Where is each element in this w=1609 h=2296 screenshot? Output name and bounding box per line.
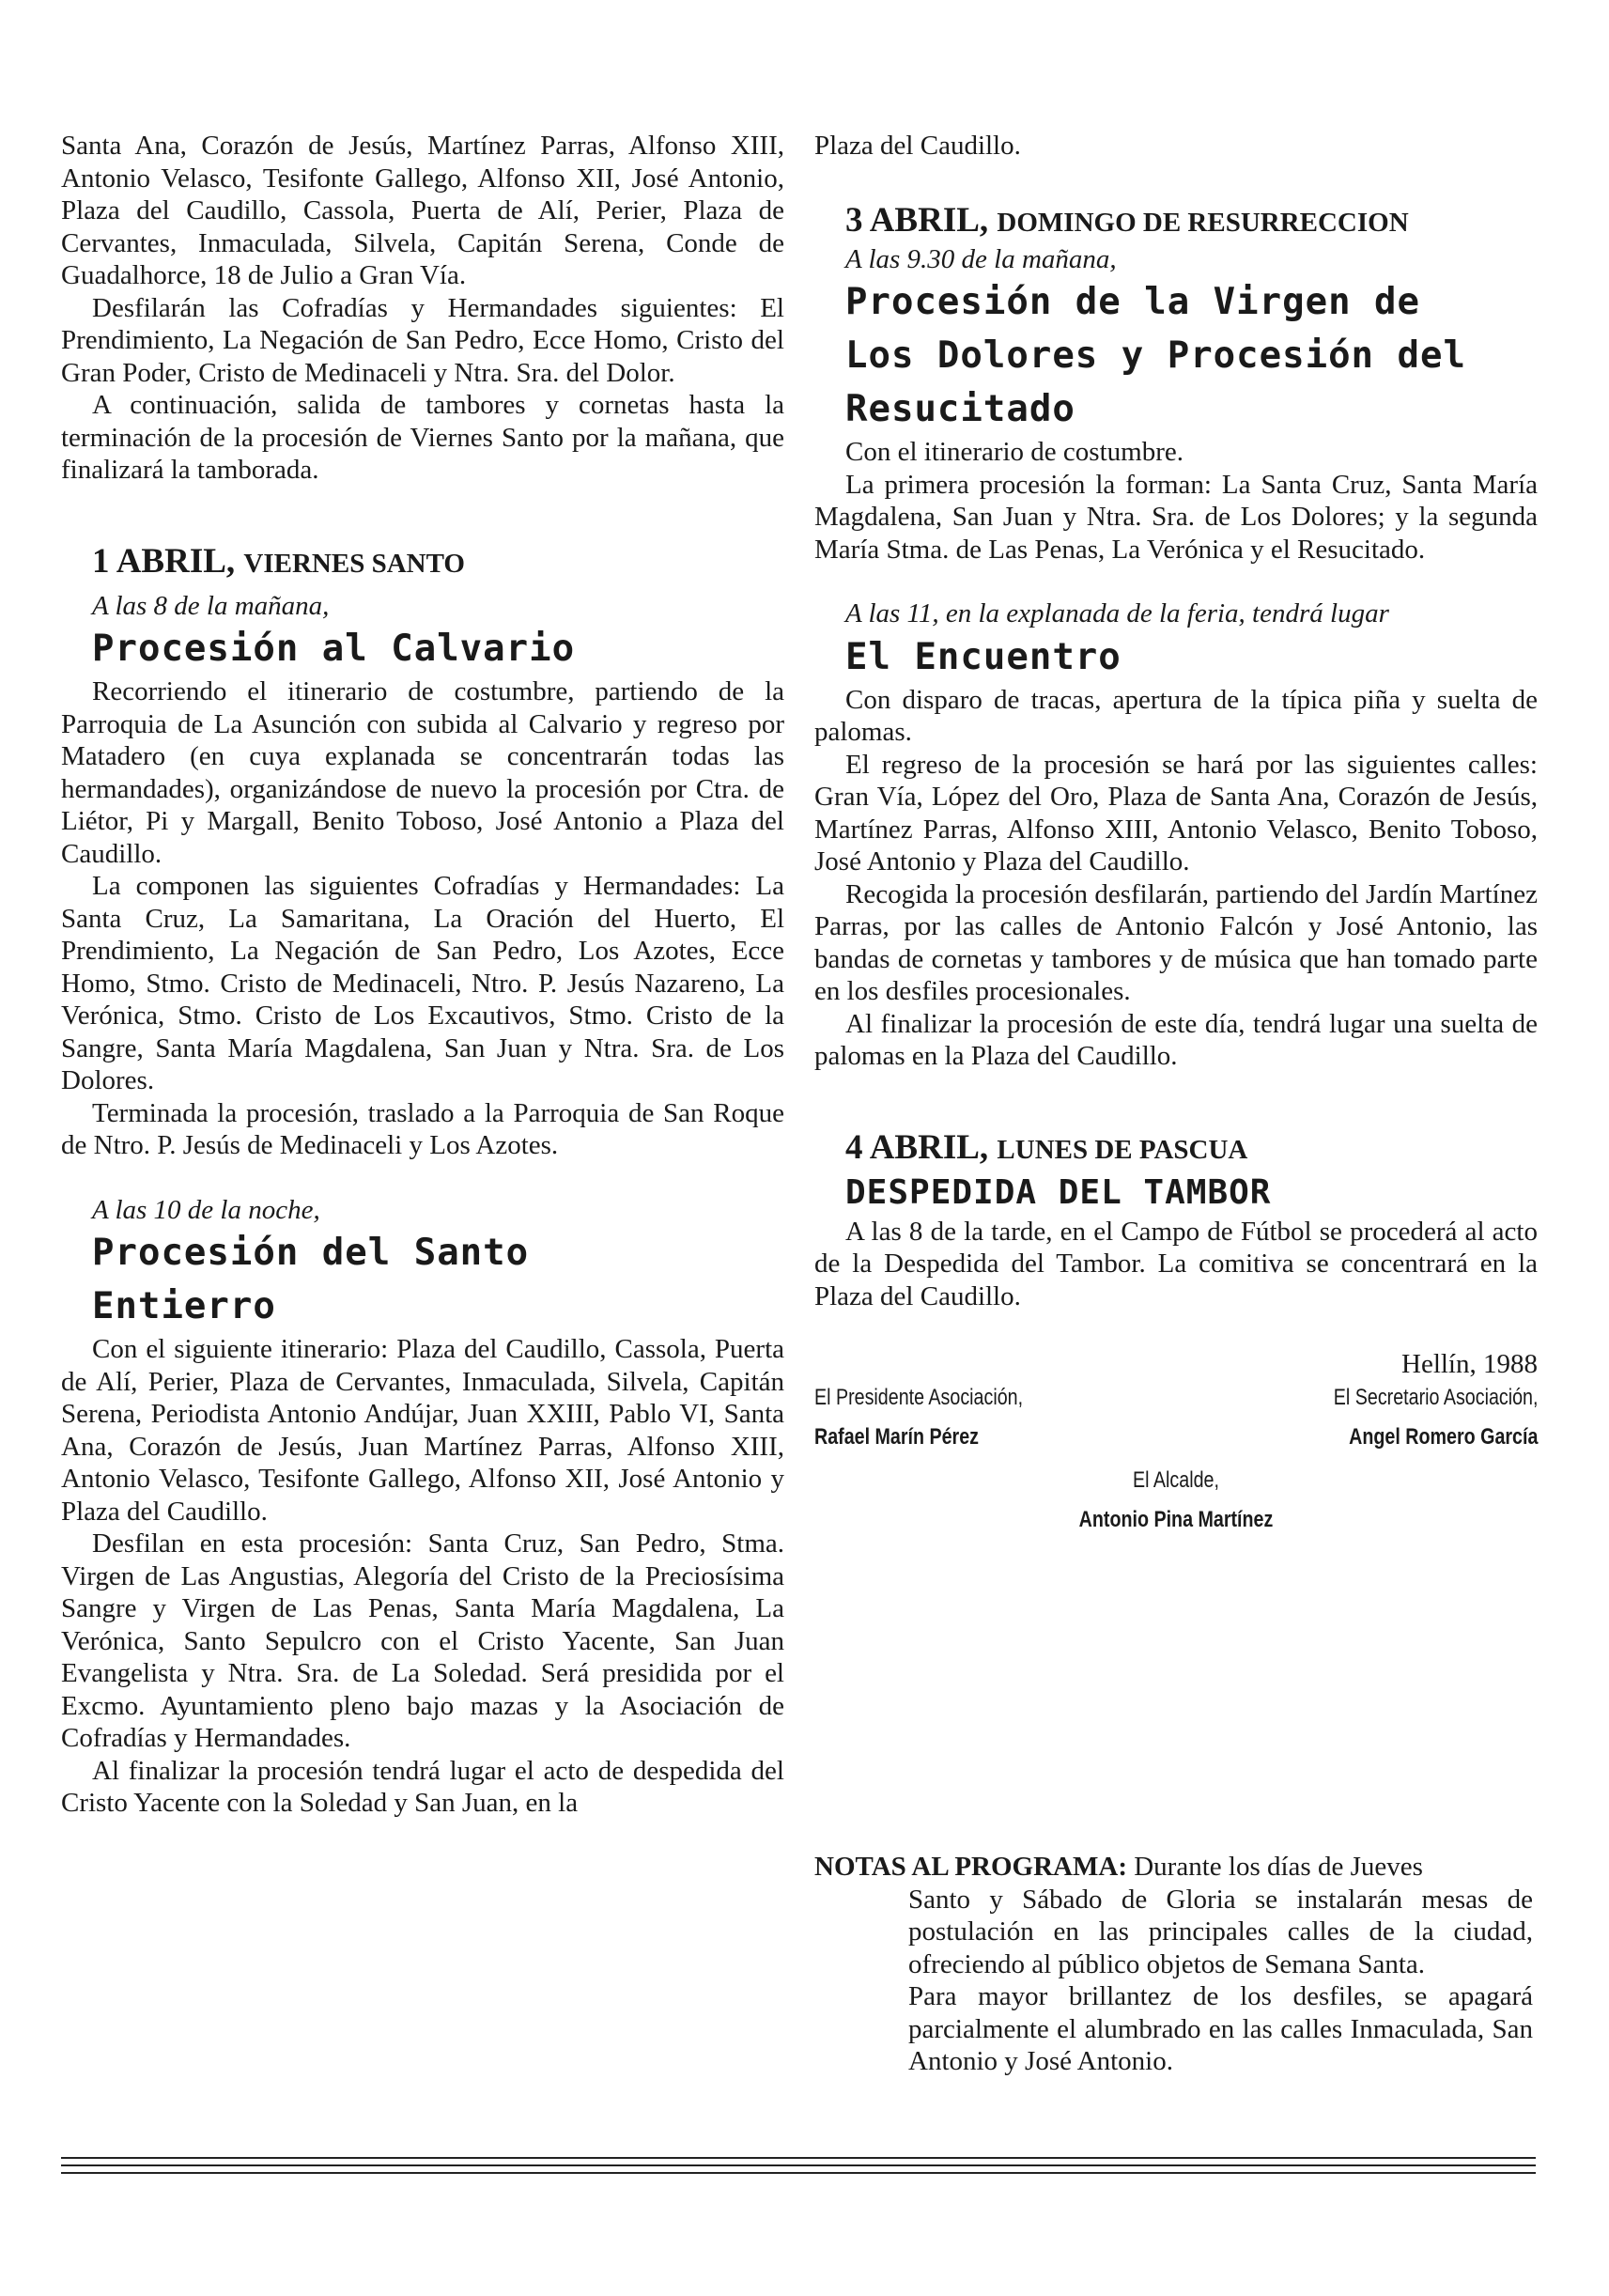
notes-label: NOTAS AL PROGRAMA: [814,1852,1127,1882]
right-column [814,130,1538,1564]
day3-paragraph-2: La primera procesión la forman: La Santa Cruz, Santa María Magdalena, San Juan y Ntra. Sra. de Los Dolores; y la segunda María Stma. de Las Penas, La Verónica y el Resucitado. [814,469,1538,565]
day1-time-2: A las 10 de la noche, [92,1194,320,1225]
day4-title: DESPEDIDA DEL TAMBOR [845,1172,1272,1212]
signature-block [814,1348,1538,1564]
day1-time: A las 8 de la mañana, [92,590,330,621]
intro-paragraph-3: A continuación, salida de tambores y cornetas hasta la terminación de la procesión de Viernes Santo por la mañana, que finalizará la tamborada. [61,390,784,485]
mayor-role: El Alcalde, [1133,1467,1219,1493]
bottom-rule-1 [61,2157,1536,2159]
day1-date-big: 1 ABRIL, [92,541,236,581]
day4-date-heading [814,1127,1538,1171]
day3-paragraph2-1: Con disparo de tracas, apertura de la típica piña y suelta de palomas. [814,684,1538,747]
day3-paragraph-1: Con el itinerario de costumbre. [845,437,1184,467]
day3-title-line1: Procesión de la Virgen de [845,281,1420,323]
day1-title-2-line1: Procesión del Santo [92,1232,530,1274]
day3-paragraph2-4: Al finalizar la procesión de este día, tendrá lugar una suelta de palomas en la Plaza del Caudillo. [814,1008,1538,1071]
day1-paragraph-3: Terminada la procesión, traslado a la Parroquia de San Roque de Ntro. P. Jesús de Medinaceli y Los Azotes. [61,1097,784,1160]
mayor-name: Antonio Pina Martínez [1078,1507,1274,1532]
day3-title-2: El Encuentro [845,635,1122,678]
program-notes [814,1851,1533,2078]
day4-date-small: LUNES DE PASCUA [997,1134,1248,1165]
president-name: Rafael Marín Pérez [814,1424,980,1450]
notes-first-line [814,1851,1533,1884]
day1-title: Procesión al Calvario [92,628,576,670]
left-column [61,130,784,1820]
day3-time-2: A las 11, en la explanada de la feria, tendrá lugar [845,598,1389,628]
day1-title-2-line2: Entierro [92,1285,276,1327]
notes-text-2: Para mayor brillantez de los desfiles, se apagará parcialmente el alumbrado en las calles Inmaculada, San Antonio y José Antonio. [908,1981,1533,2076]
secretary-role: El Secretario Asociación, [1333,1385,1538,1410]
day1-date-heading [61,541,784,584]
bottom-rule-3 [61,2172,1536,2174]
notes-text-1: Santo y Sábado de Gloria se instalarán mesas de postulación en las principales calles de la ciudad, ofreciendo al público objetos de Semana Santa. [908,1884,1533,1979]
day1-paragraph-2: La componen las siguientes Cofradías y Hermandades: La Santa Cruz, La Samaritana, La Oración del Huerto, El Prendimiento, La Negación de San Pedro, Los Azotes, Ecce Homo, Stmo. Cristo de Medinaceli, Ntro. P. Jesús Nazareno, La Verónica, Stmo. Cristo de Los Excautivos, Stmo. Cristo de la Sangre, Santa María Magdalena, San Juan y Ntra. Sra. de Los Dolores. [61,871,784,1095]
intro-paragraph-2: Desfilarán las Cofradías y Hermandades siguientes: El Prendimiento, La Negación de San Pedro, Ecce Homo, Cristo del Gran Poder, Cristo de Medinaceli y Ntra. Sra. del Dolor. [61,292,784,388]
place-date: Hellín, 1988 [1401,1349,1538,1379]
bottom-rule-2 [61,2164,1536,2166]
day4-date-big: 4 ABRIL, [845,1127,989,1167]
day1-paragraph2-2: Desfilan en esta procesión: Santa Cruz, San Pedro, Stma. Virgen de Las Angustias, Alegoría del Cristo de la Preciosísima Sangre y Virgen de Las Penas, Santa María Magdalena, La Verónica, Santo Sepulcro con el Cristo Yacente, San Juan Evangelista y Ntra. Sra. de La Soledad. Será presidida por el Excmo. Ayuntamiento pleno bajo mazas y la Asociación de Cofradías y Hermandades. [61,1528,784,1753]
day3-time: A las 9.30 de la mañana, [845,243,1117,274]
day1-paragraph2-3: Al finalizar la procesión tendrá lugar el acto de despedida del Cristo Yacente con la Soledad y San Juan, en la [61,1755,784,1818]
day1-date-small: VIERNES SANTO [243,548,465,579]
day3-date-heading [814,200,1538,243]
notes-first-text: Durante los días de Jueves [1134,1852,1423,1882]
intro-paragraph-1: Santa Ana, Corazón de Jesús, Martínez Parras, Alfonso XIII, Antonio Velasco, Tesifonte Gallego, Alfonso XII, José Antonio, Plaza del Caudillo, Cassola, Puerta de Alí, Perier, Plaza de Cervantes, Inmaculada, Silvela, Capitán Serena, Conde de Guadalhorce, 18 de Julio a Gran Vía. [61,131,784,290]
president-role: El Presidente Asociación, [814,1385,1024,1410]
day4-paragraph: A las 8 de la tarde, en el Campo de Fútbol se procederá al acto de la Despedida del Tambor. La comitiva se concentrará en la Plaza del Caudillo. [814,1216,1538,1311]
day1-paragraph-1: Recorriendo el itinerario de costumbre, partiendo de la Parroquia de La Asunción con subida al Calvario y regreso por Matadero (en cuya explanada se concentrarán todas las hermandades), organizándose de nuevo la procesión por Ctra. de Liétor, Pi y Margall, Benito Toboso, José Antonio a Plaza del Caudillo. [61,676,784,869]
day3-paragraph2-2: El regreso de la procesión se hará por las siguientes calles: Gran Vía, López del Oro, Plaza de Santa Ana, Corazón de Jesús, Martínez Parras, Alfonso XIII, Antonio Velasco, Benito Toboso, José Antonio y Plaza del Caudillo. [814,749,1538,877]
continuation-text: Plaza del Caudillo. [814,131,1021,161]
day3-title-line3: Resucitado [845,388,1075,430]
day1-paragraph2-1: Con el siguiente itinerario: Plaza del Caudillo, Cassola, Puerta de Alí, Perier, Plaza de Cervantes, Inmaculada, Silvela, Capitán Serena, Periodista Antonio Andújar, Juan XXIII, Pablo VI, Santa Ana, Corazón de Jesús, Juan Martínez Parras, Alfonso XIII, Antonio Velasco, Tesifonte Gallego, Alfonso XII, José Antonio y Plaza del Caudillo. [61,1334,784,1527]
day3-date-big: 3 ABRIL, [845,200,989,240]
day3-title-line2: Los Dolores y Procesión del [845,334,1466,377]
day3-paragraph2-3: Recogida la procesión desfilarán, partiendo del Jardín Martínez Parras, por las calles de Antonio Falcón y José Antonio, las bandas de cornetas y tambores y de música que han tomado parte en los desfiles procesionales. [814,878,1538,1006]
day3-date-small: DOMINGO DE RESURRECCION [997,207,1409,238]
secretary-name: Angel Romero García [1348,1424,1538,1450]
